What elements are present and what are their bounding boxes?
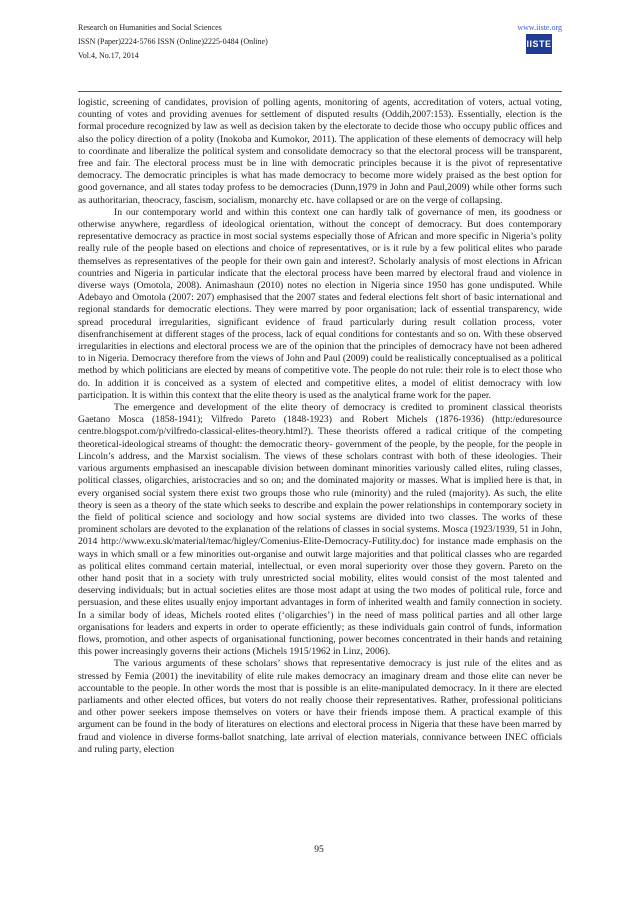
volume-line: Vol.4, No.17, 2014 [78, 51, 139, 60]
paragraph-3: The emergence and development of the elite theory of democracy is credited to prominent classical theorists Gaetano Mosca (1858-1941); Vilfredo Pareto (1848-1923) and Robert Michels (1876-1936) (http:/eduresource centre.blogspot.com/p/vilfredo-classical-elites-theory.html?). These theorists offered a radical critique of the competing theoretical-ideological streams of thought: the democratic theory- government of the people, by the people, for the people in Lincoln’s address, and the Marxist socialism. The views of these scholars contrast with both of these ideologies. Their various arguments emphasised an inescapable division between dominant minorities variously called elites, ruling classes, political classes, oligarchies, aristocracies and so on; and the dominated majority or masses. What is implied here is that, in every organised social system there exist two groups those who rule (minority) and the ruled (majority). As such, the elite theory is seen as a theory of the state which seeks to describe and explain the power relationships in contemporary society in the field of political science and sociology and how social systems are divided into two classes. The works of these prominent scholars are devoted to the explanation of the relations of classes in social systems. Mosca (1923/1939, 51 in John, 2014 http://www.exu.sk/material/temac/higley/Comenius-Elite-Democracy-Futility.doc) for instance made emphasis on the ways in which small or a few minorities out-organise and outwit large majorities and that political classes who are regarded as political elites command certain material, intellectual, or even moral superiority over those they govern. Pareto on the other hand posit that in a society with truly unrestricted social mobility, elites would consist of the most talented and deserving individuals; but in actual societies elites are those most adapt at using the two modes of political rule, force and persuasion, and these elites usually enjoy important advantages in form of inherited wealth and family connection in society. In a similar body of ideas, Michels rooted elites (‘oligarchies’) in the need of mass political parties and all other large organisations for leaders and experts in order to operate efficiently; as these individuals gain control of funds, information flows, promotion, and other aspects of organisational functioning, power becomes concentrated in their hands and retaining this power increasingly governs their actions (Michels 1915/1962 in Linz, 2006). [78, 402, 562, 658]
iiste-logo: IISTE [526, 34, 552, 54]
journal-title: Research on Humanities and Social Sciences [78, 23, 222, 32]
paragraph-1: logistic, screening of candidates, provision of polling agents, monitoring of agents, accreditation of voters, actual voting, counting of votes and providing avenues for settlement of disputed results (Oddih,2007:153). Essentially, election is the formal procedure recognized by law as well as decision taken by the electorate to decide those who occupy public offices and also the policy direction of a polity (Inokoba and Kumokor, 2011). The application of these elements of democracy will help to coordinate and liberalize the political system and consolidate democracy so that the electoral process will be transparent, free and fair. The electoral process must be in line with democratic principles because it is the pivot of representative democracy. The democratic principles is what has made democracy to become more widely praised as the best option for good governance, and all states today profess to be democracies (Dunn,1979 in John and Paul,2009) while other forms such as authoritarian, theocracy, fascism, socialism, monarchy etc. have collapsed or are on the verge of collapsing. [78, 97, 562, 206]
article-body [78, 97, 562, 756]
page-header [78, 21, 562, 63]
website-link[interactable]: www.iiste.org [517, 23, 562, 32]
header-divider [78, 91, 562, 92]
page-number: 95 [314, 845, 324, 855]
issn-line: ISSN (Paper)2224-5766 ISSN (Online)2225-0484 (Online) [78, 37, 268, 46]
paragraph-4: The various arguments of these scholars’ shows that representative democracy is just rule of the elites and as stressed by Femia (2001) the inevitability of elite rule makes democracy an imaginary dream and those elite can never be accountable to the people. In other words the most that is possible is an elite-manipulated democracy. In it there are elected parliaments and other elected offices, but voters do not really choose their representatives. Rather, professional politicians and other power seekers impose themselves on voters or have their friends impose them. A practical example of this argument can be found in the body of literatures on elections and electoral process in Nigeria that these have been marred by fraud and violence in diverse forms-ballot snatching, late arrival of election materials, connivance between INEC officials and ruling party, election [78, 658, 562, 755]
paragraph-2: In our contemporary world and within this context one can hardly talk of governance of men, its goodness or otherwise anywhere, regardless of ideological orientation, without the concept of democracy. But does contemporary representative democracy as practice in most social systems especially those of African and more specific in Nigeria’s polity really rule of the people based on elections and choice of representatives, or is it rule by a few political elites who parade themselves as representatives of the people for their own gain and interest?. Scholarly analysis of most elections in African countries and Nigeria in particular indicate that the electoral process have been marred by electoral fraud and violence in diverse ways (Omotola, 2008). Animashaun (2010) notes no election in Nigeria since 1950 has gone undisputed. While Adebayo and Omotola (2007: 207) emphasised that the 2007 states and federal elections felt short of basic international and regional standards for democratic elections. They were marred by poor organisation; lack of essential transparency, wide spread procedural irregularities, significant evidence of fraud particularly during result collation process, voter disenfranchisement at different stages of the process, lack of equal conditions for contestants and so on. With these observed irregularities in elections and electoral process we are of the opinion that the principles of democracy have not been adhered to in Nigeria. Democracy therefore from the views of John and Paul (2009) could be realistically conceptualised as a political method by which politicians are elected by means of competitive vote. The people do not rule: their role is to elect those who do. In addition it is conceived as a system of elected and competitive elites, a model of elitist democracy with low participation. It is within this context that the elite theory is used as the analytical frame work for the paper. [78, 206, 562, 401]
